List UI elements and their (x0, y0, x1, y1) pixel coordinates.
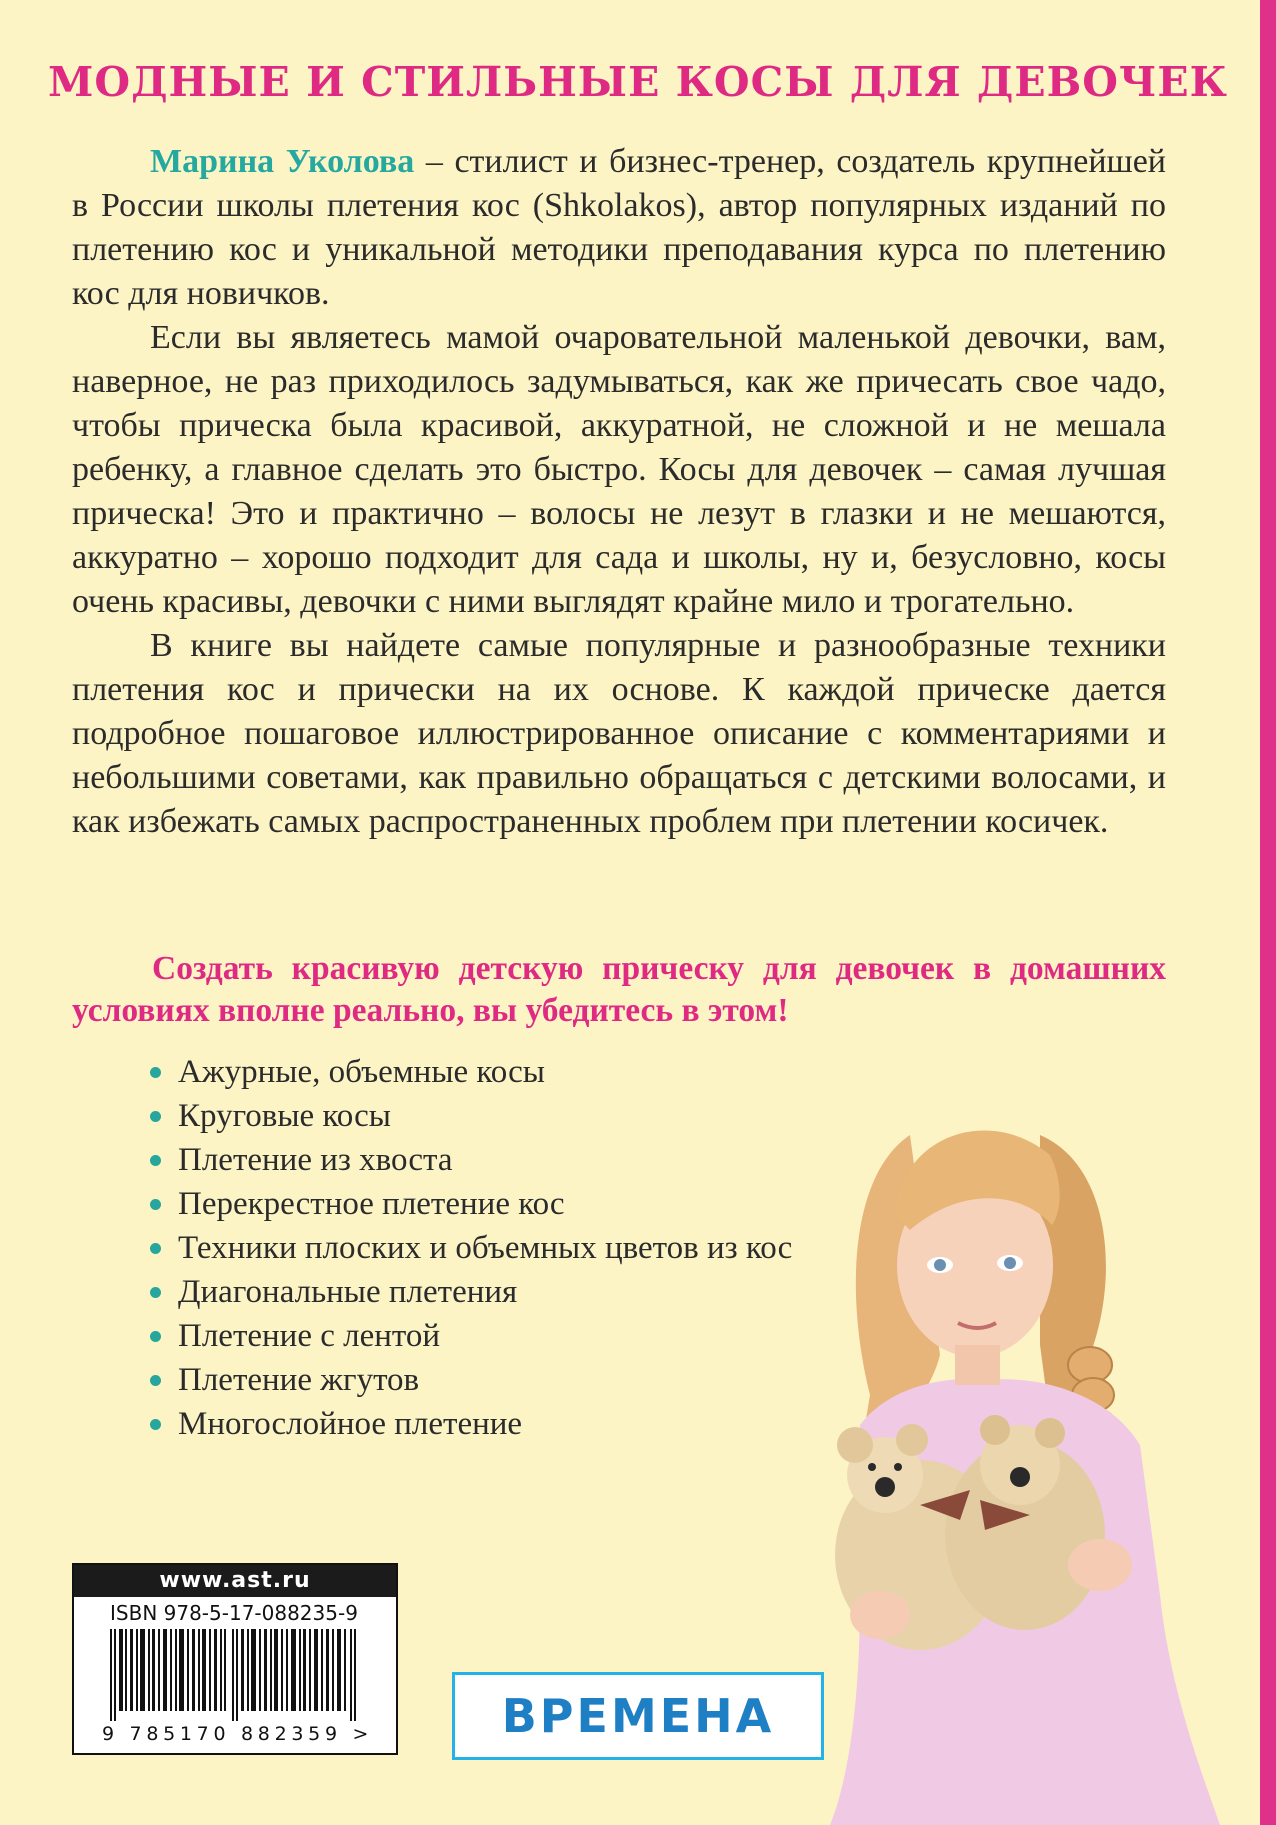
girl-with-teddy-bear-image (790, 1095, 1260, 1825)
highlight-slogan (72, 948, 1166, 1032)
paragraph-author-rest: – стилист и бизнес-тренер, создатель крупнейшей в России школы плетения кос (Shkolakos), автор популярных изданий по плетению кос и уникальной методики преподавания курса по плетению кос для новичков. (72, 143, 1166, 312)
list-item: Перекрестное плетение кос (150, 1182, 792, 1226)
bullet-icon (150, 1067, 161, 1078)
publisher-logo (452, 1672, 824, 1760)
isbn-label: ISBN 978-5-17-088235-9 (110, 1601, 358, 1625)
bullet-icon (150, 1155, 161, 1166)
barcode-block (72, 1563, 398, 1755)
pink-edge-strip (1260, 0, 1276, 1825)
list-item: Плетение жгутов (150, 1358, 792, 1402)
website-label: www.ast.ru (74, 1565, 396, 1597)
list-item: Плетение с лентой (150, 1314, 792, 1358)
list-item: Круговые косы (150, 1094, 792, 1138)
barcode-icon (110, 1629, 362, 1721)
list-item: Многослойное плетение (150, 1402, 792, 1446)
bullet-icon (150, 1111, 161, 1122)
book-title: МОДНЫЕ И СТИЛЬНЫЕ КОСЫ ДЛЯ ДЕВОЧЕК (48, 58, 1228, 106)
barcode-digits: 9 785170 882359 > (102, 1723, 374, 1745)
list-item: Диагональные плетения (150, 1270, 792, 1314)
bullet-icon (150, 1243, 161, 1254)
feature-list (150, 1050, 792, 1446)
bullet-icon (150, 1331, 161, 1342)
paragraph-book: В книге вы найдете самые популярные и разнообразные техники плетения кос и прически на их основе. К каждой прическе дается подробное пошаговое иллюстрированное описание с комментариями и небольшими советами, как правильно обращаться с детскими волосами, и как избежать самых распространенных проблем при плетении косичек. (72, 627, 1166, 840)
highlight-text: Создать красивую детскую прическу для девочек в домашних условиях вполне реально, вы убедитесь в этом! (72, 950, 1166, 1029)
paragraph-intro: Если вы являетесь мамой очаровательной маленькой девочки, вам, наверное, не раз приходилось задумываться, как же причесать свое чадо, чтобы прическа была красивой, аккуратной, не сложной и не мешала ребенку, а главное сделать это быстро. Косы для девочек – самая лучшая прическа! Это и практично – волосы не лезут в глазки и не мешаются, аккуратно – хорошо подходит для сада и школы, ну и, безусловно, косы очень красивы, девочки с ними выглядят крайне мило и трогательно. (72, 319, 1166, 620)
list-item: Плетение из хвоста (150, 1138, 792, 1182)
list-item: Техники плоских и объемных цветов из кос (150, 1226, 792, 1270)
bullet-icon (150, 1199, 161, 1210)
paragraph-author (72, 140, 1166, 316)
author-name: Марина Уколова (150, 143, 415, 180)
list-item: Ажурные, объемные косы (150, 1050, 792, 1094)
publisher-name: ВРЕМЕНА (501, 1689, 775, 1743)
bullet-icon (150, 1287, 161, 1298)
bullet-icon (150, 1419, 161, 1430)
description-text (72, 140, 1166, 844)
bullet-icon (150, 1375, 161, 1386)
